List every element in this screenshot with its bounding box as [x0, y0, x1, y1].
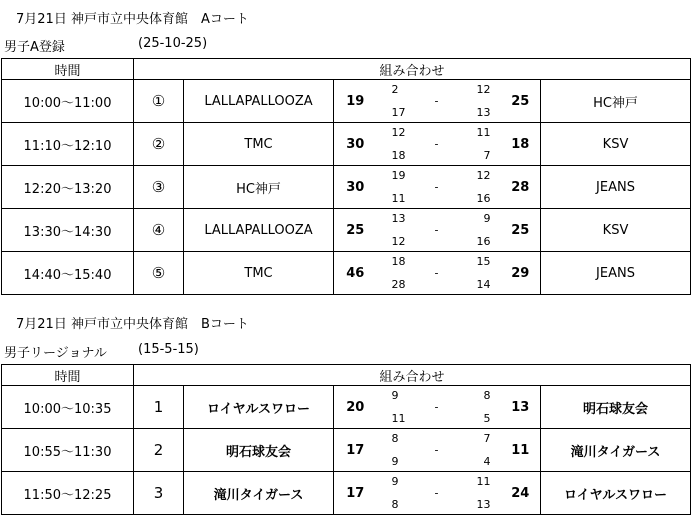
team-right: HC神戸 [541, 80, 691, 123]
team-left: 明石球友会 [184, 429, 334, 472]
set1-right: 7 [483, 432, 491, 445]
set1-left: 9 [391, 389, 399, 402]
team-left: LALLAPALLOOZA [184, 209, 334, 252]
match-time: 10:55～11:30 [2, 429, 134, 472]
set2-left: 12 [391, 235, 406, 248]
match-time: 12:20～13:20 [2, 166, 134, 209]
set1-left: 12 [391, 126, 406, 139]
section-a-format: (25-10-25) [138, 36, 208, 51]
team-left: ロイヤルスワロー [184, 386, 334, 429]
match-number: 2 [134, 429, 184, 472]
team-right: KSV [541, 209, 691, 252]
match-number: 1 [134, 386, 184, 429]
set-dash: - [434, 400, 439, 414]
score-left: 46 [334, 252, 377, 295]
set1-right: 12 [476, 169, 491, 182]
team-left: 滝川タイガース [184, 472, 334, 515]
team-right: 明石球友会 [541, 386, 691, 429]
match-number: ② [134, 123, 184, 166]
set2-right: 5 [483, 412, 491, 425]
table-row [2, 472, 691, 515]
table-row [2, 123, 691, 166]
table-row [2, 429, 691, 472]
score-right: 24 [501, 472, 541, 515]
set2-left: 17 [391, 106, 406, 119]
team-right: 滝川タイガース [541, 429, 691, 472]
set2-left: 8 [391, 498, 399, 511]
score-left: 19 [334, 80, 377, 123]
set2-right: 13 [476, 498, 491, 511]
set2-right: 4 [483, 455, 491, 468]
team-right: JEANS [541, 166, 691, 209]
set1-right: 8 [483, 389, 491, 402]
header-match: 組み合わせ [134, 365, 691, 386]
set-dash: - [434, 486, 439, 500]
set2-right: 13 [476, 106, 491, 119]
set2-right: 16 [476, 235, 491, 248]
set2-right: 14 [476, 278, 491, 291]
set2-right: 16 [476, 192, 491, 205]
table-row [2, 386, 691, 429]
set1-left: 13 [391, 212, 406, 225]
set1-right: 11 [476, 126, 491, 139]
set1-right: 15 [476, 255, 491, 268]
header-time: 時間 [2, 365, 134, 386]
match-time: 11:10～12:10 [2, 123, 134, 166]
match-time: 10:00～11:00 [2, 80, 134, 123]
team-left: TMC [184, 252, 334, 295]
section-b-category: 男子リージョナル [4, 346, 107, 361]
match-time: 13:30～14:30 [2, 209, 134, 252]
set2-left: 28 [391, 278, 406, 291]
team-right: ロイヤルスワロー [541, 472, 691, 515]
match-time: 10:00～10:35 [2, 386, 134, 429]
set1-left: 2 [391, 83, 399, 96]
set1-right: 12 [476, 83, 491, 96]
set-scores [377, 429, 501, 472]
score-left: 30 [334, 123, 377, 166]
set1-left: 9 [391, 475, 399, 488]
section-b-title: 7月21日 神戸市立中央体育館 Bコート [16, 317, 249, 332]
set-scores [377, 123, 501, 166]
score-left: 25 [334, 209, 377, 252]
set1-left: 19 [391, 169, 406, 182]
set-dash: - [434, 223, 439, 237]
table-row [2, 166, 691, 209]
table-row [2, 252, 691, 295]
score-left: 17 [334, 429, 377, 472]
set1-right: 11 [476, 475, 491, 488]
score-right: 29 [501, 252, 541, 295]
set-dash: - [434, 266, 439, 280]
score-right: 13 [501, 386, 541, 429]
set2-left: 11 [391, 192, 406, 205]
table-row [2, 209, 691, 252]
set2-left: 9 [391, 455, 399, 468]
score-left: 20 [334, 386, 377, 429]
match-time: 14:40～15:40 [2, 252, 134, 295]
set-scores [377, 386, 501, 429]
team-right: JEANS [541, 252, 691, 295]
set-dash: - [434, 94, 439, 108]
score-right: 25 [501, 209, 541, 252]
header-time: 時間 [2, 59, 134, 80]
table-row [2, 80, 691, 123]
match-number: 3 [134, 472, 184, 515]
schedule-table-a [1, 58, 691, 295]
score-right: 25 [501, 80, 541, 123]
score-left: 30 [334, 166, 377, 209]
section-b-format: (15-5-15) [138, 342, 199, 357]
set1-left: 8 [391, 432, 399, 445]
set2-left: 11 [391, 412, 406, 425]
set1-left: 18 [391, 255, 406, 268]
section-a-category: 男子A登録 [4, 40, 65, 55]
set-dash: - [434, 443, 439, 457]
match-time: 11:50～12:25 [2, 472, 134, 515]
score-right: 18 [501, 123, 541, 166]
score-left: 17 [334, 472, 377, 515]
schedule-table-b [1, 364, 691, 515]
team-left: LALLAPALLOOZA [184, 80, 334, 123]
set2-right: 7 [483, 149, 491, 162]
match-number: ③ [134, 166, 184, 209]
set-scores [377, 472, 501, 515]
set-scores [377, 209, 501, 252]
section-a-title: 7月21日 神戸市立中央体育館 Aコート [16, 12, 249, 27]
set-scores [377, 166, 501, 209]
header-match: 組み合わせ [134, 59, 691, 80]
set2-left: 18 [391, 149, 406, 162]
team-left: TMC [184, 123, 334, 166]
score-right: 11 [501, 429, 541, 472]
score-right: 28 [501, 166, 541, 209]
match-number: ⑤ [134, 252, 184, 295]
set-scores [377, 80, 501, 123]
set-dash: - [434, 137, 439, 151]
set-dash: - [434, 180, 439, 194]
match-number: ① [134, 80, 184, 123]
team-right: KSV [541, 123, 691, 166]
match-number: ④ [134, 209, 184, 252]
set1-right: 9 [483, 212, 491, 225]
team-left: HC神戸 [184, 166, 334, 209]
set-scores [377, 252, 501, 295]
